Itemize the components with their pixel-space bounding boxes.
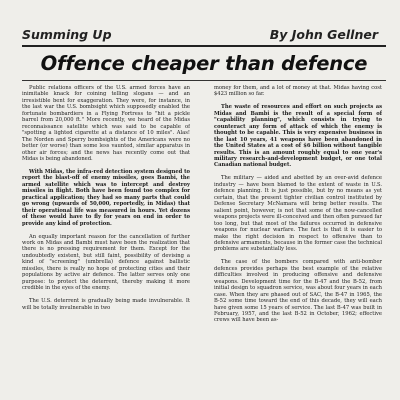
paragraph: The case of the bombers compared with anti-bomber defences provides perhaps the best example of the relative difficulties involved in producing offensive and defensive weapons. Development time for the B-47 and the B-52, from initial design to squadron service, was about four years in each case. When they are phased out of SAC, the B-47 in 1965, the B-52 some time toward the end of this decade, they will each have given some 15 years of service. The last B-47 was built in February, 1957, and the last B-52 in October, 1962; effective crews will have been as- — [214, 259, 382, 324]
left-text-column — [22, 85, 190, 397]
section-label: Summing Up — [22, 27, 112, 42]
header-rule — [22, 45, 386, 47]
author-byline: By John Gellner — [269, 27, 378, 42]
paragraph: money for them, and a lot of money at that. Midas having cost $423 million so far. — [214, 85, 382, 98]
paragraph: An equally important reason for the cancellation of further work on Midas and Bambi must have been the realization that there is no pressing requirement for them. Except for the undoubtedly existent, but still faint, possibility of devising a kind of "screening" (umbrella) defence against ballistic missiles, there is really no hope of protecting cities and their populations by active air defence. The latter serves only one purpose: to protect the deterrent, thereby making it more credible in the eyes of the enemy. — [22, 233, 190, 292]
paragraph: With Midas, the infra-red detection system designed to report the blast-off of enemy missiles, goes Bambi, the armed satellite which was to intercept and destroy missiles in flight. Both have been found too complex for practical application; they had so many parts that could go wrong (upwards of 50,000, reportedly, in Midas) that their operational life was measured in hours. Yet dozens of these would have to fly for years on end in order to provide any kind of protection. — [22, 168, 190, 227]
paragraph: Public relations officers of the U.S. armed forces have an inimitable knack for coining telling slogans — and an irresistible bent for exaggeration. They were, for instance, in the last war the U.S. bombsight which supposedly enabled the fortunate bombardiers in a Flying Fortress to "hit a pickle barrel from 20,000 ft." More recently, we heard of the Midas reconnaissance satellite which was said to be capable of "spotting a lighted cigarette at a distance of 10 miles". Alas! The Norden and Sperry bombsights of the Americans were no better (or worse) than some less vaunted, similar apparatus in other air forces; and the news has recently come out that Midas is being abandoned. — [22, 85, 190, 162]
paragraph: The U.S. deterrent is gradually being made invulnerable. It will be totally invulnerable in two — [22, 298, 190, 311]
paragraph: The waste of resources and effort on such projects as Midas and Bambi is the result of a special form of "capability planning", which consists in trying to counteract any form of attack of which the enemy is thought to be capable. This is very expensive business in the last 10 years, 41 weapons have been abandoned in the United States at a cost of $6 billion without tangible results. This is an amount roughly equal to one year's military research-and-development budget, or one total Canadian national budget. — [214, 104, 382, 169]
article-headline: Offence cheaper than defence — [40, 52, 368, 75]
right-text-column — [214, 85, 382, 397]
headline-rule — [22, 80, 386, 81]
paragraph: The military — aided and abetted by an over-avid defence industry — have been blamed to the extent of waste in U.S. defence planning. It is just possible, but by no means as yet certain, that the present tighter civilian control instituted by Defense Secretary McNamara will bring better results. The salient point, however, is not that some of the now-cancelled weapons projects were ill-conceived and then often pursued far too long, but that most of the failures occurred in defensive weapons for nuclear warfare. The fact is that it is easier to make the right decision in respect to offensive than to defensive armaments, because in the former case the technical problems are substantially less. — [214, 175, 382, 253]
